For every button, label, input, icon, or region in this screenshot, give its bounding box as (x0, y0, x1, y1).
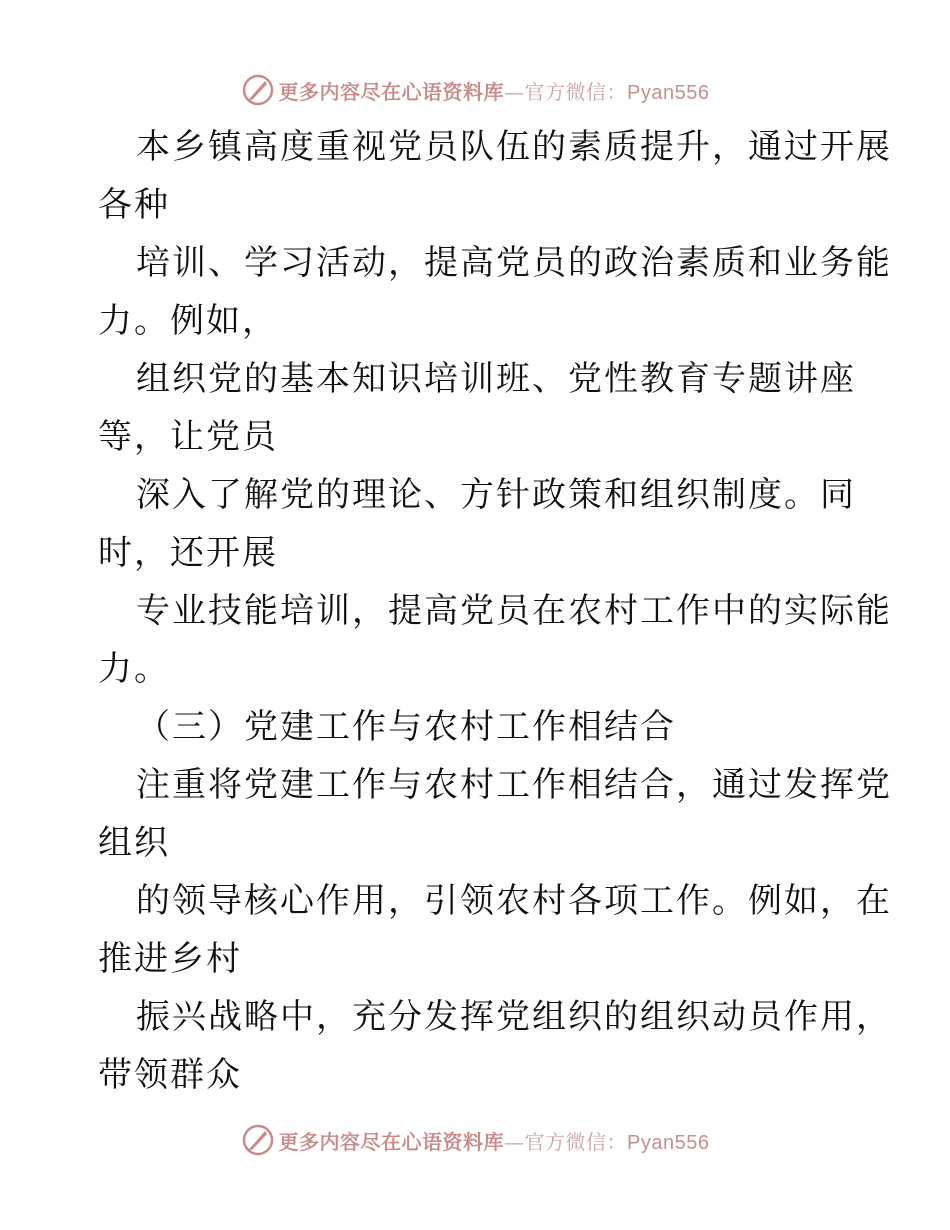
body-line: 时，还开展 (98, 533, 278, 573)
body-line: 注重将党建工作与农村工作相结合，通过发挥党 (136, 765, 892, 805)
body-line: 本乡镇高度重视党员队伍的素质提升，通过开展 (136, 127, 892, 167)
body-line: 各种 (98, 185, 170, 225)
feather-pen-logo-icon (241, 1123, 275, 1157)
header-brand: 更多内容尽在心语资料库 (278, 79, 505, 104)
section-heading: （三）党建工作与农村工作相结合 (136, 707, 676, 747)
footer-official-label: 官方微信： (524, 1129, 628, 1154)
body-line: 带领群众 (98, 1055, 242, 1095)
body-line: 深入了解党的理论、方针政策和组织制度。同 (136, 475, 856, 515)
header-wechat-id: Pyan556 (627, 81, 710, 104)
footer-watermark-text (279, 1126, 710, 1155)
feather-pen-logo-icon (241, 73, 275, 107)
header-separator: — (504, 79, 525, 104)
body-line: 推进乡村 (98, 939, 242, 979)
body-line: 力。 (98, 649, 170, 689)
body-line: 力。例如， (98, 301, 278, 341)
document-body (98, 118, 892, 1104)
header-official-label: 官方微信： (524, 79, 628, 104)
body-line: 培训、学习活动，提高党员的政治素质和业务能 (136, 243, 892, 283)
body-line: 等，让党员 (98, 417, 278, 457)
footer-wechat-id: Pyan556 (627, 1131, 710, 1154)
footer-separator: — (504, 1129, 525, 1154)
body-line: 的领导核心作用，引领农村各项工作。例如，在 (136, 881, 892, 921)
header-banner (0, 70, 950, 110)
body-line: 专业技能培训，提高党员在农村工作中的实际能 (136, 591, 892, 631)
footer-banner (0, 1120, 950, 1160)
body-line: 组织党的基本知识培训班、党性教育专题讲座 (136, 359, 856, 399)
body-line: 振兴战略中，充分发挥党组织的组织动员作用， (136, 997, 892, 1037)
footer-brand: 更多内容尽在心语资料库 (278, 1129, 505, 1154)
header-watermark-text (279, 76, 710, 105)
body-line: 组织 (98, 823, 170, 863)
